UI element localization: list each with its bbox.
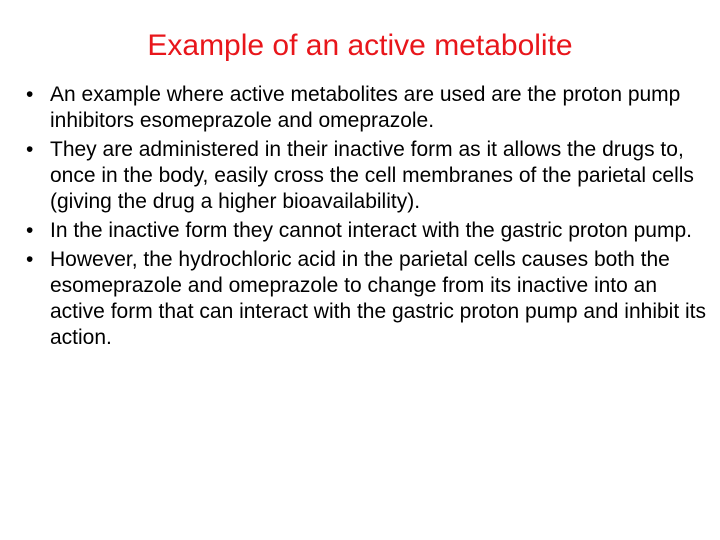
bullet-marker: • [26, 219, 34, 242]
bullet-marker: • [26, 83, 34, 106]
bullet-text: An example where active metabolites are used are the proton pump inhibitors esomeprazole and omeprazole. [50, 83, 681, 132]
bullet-item [26, 82, 706, 134]
bullet-marker: • [26, 248, 34, 271]
bullet-item [26, 247, 706, 351]
bullet-text: In the inactive form they cannot interact with the gastric proton pump. [50, 219, 692, 242]
bullet-item [26, 137, 706, 215]
bullet-text: However, the hydrochloric acid in the parietal cells causes both the esomeprazole and omeprazole to change from its inactive into an active form that can interact with the gastric proton pump and inhibit its action. [50, 248, 706, 349]
slide-title: Example of an active metabolite [147, 29, 573, 62]
bullet-marker: • [26, 138, 34, 161]
bullet-item [26, 218, 706, 244]
bullet-list [26, 82, 706, 354]
bullet-text: They are administered in their inactive form as it allows the drugs to, once in the body, easily cross the cell membranes of the parietal cells (giving the drug a higher bioavailability). [50, 138, 694, 213]
